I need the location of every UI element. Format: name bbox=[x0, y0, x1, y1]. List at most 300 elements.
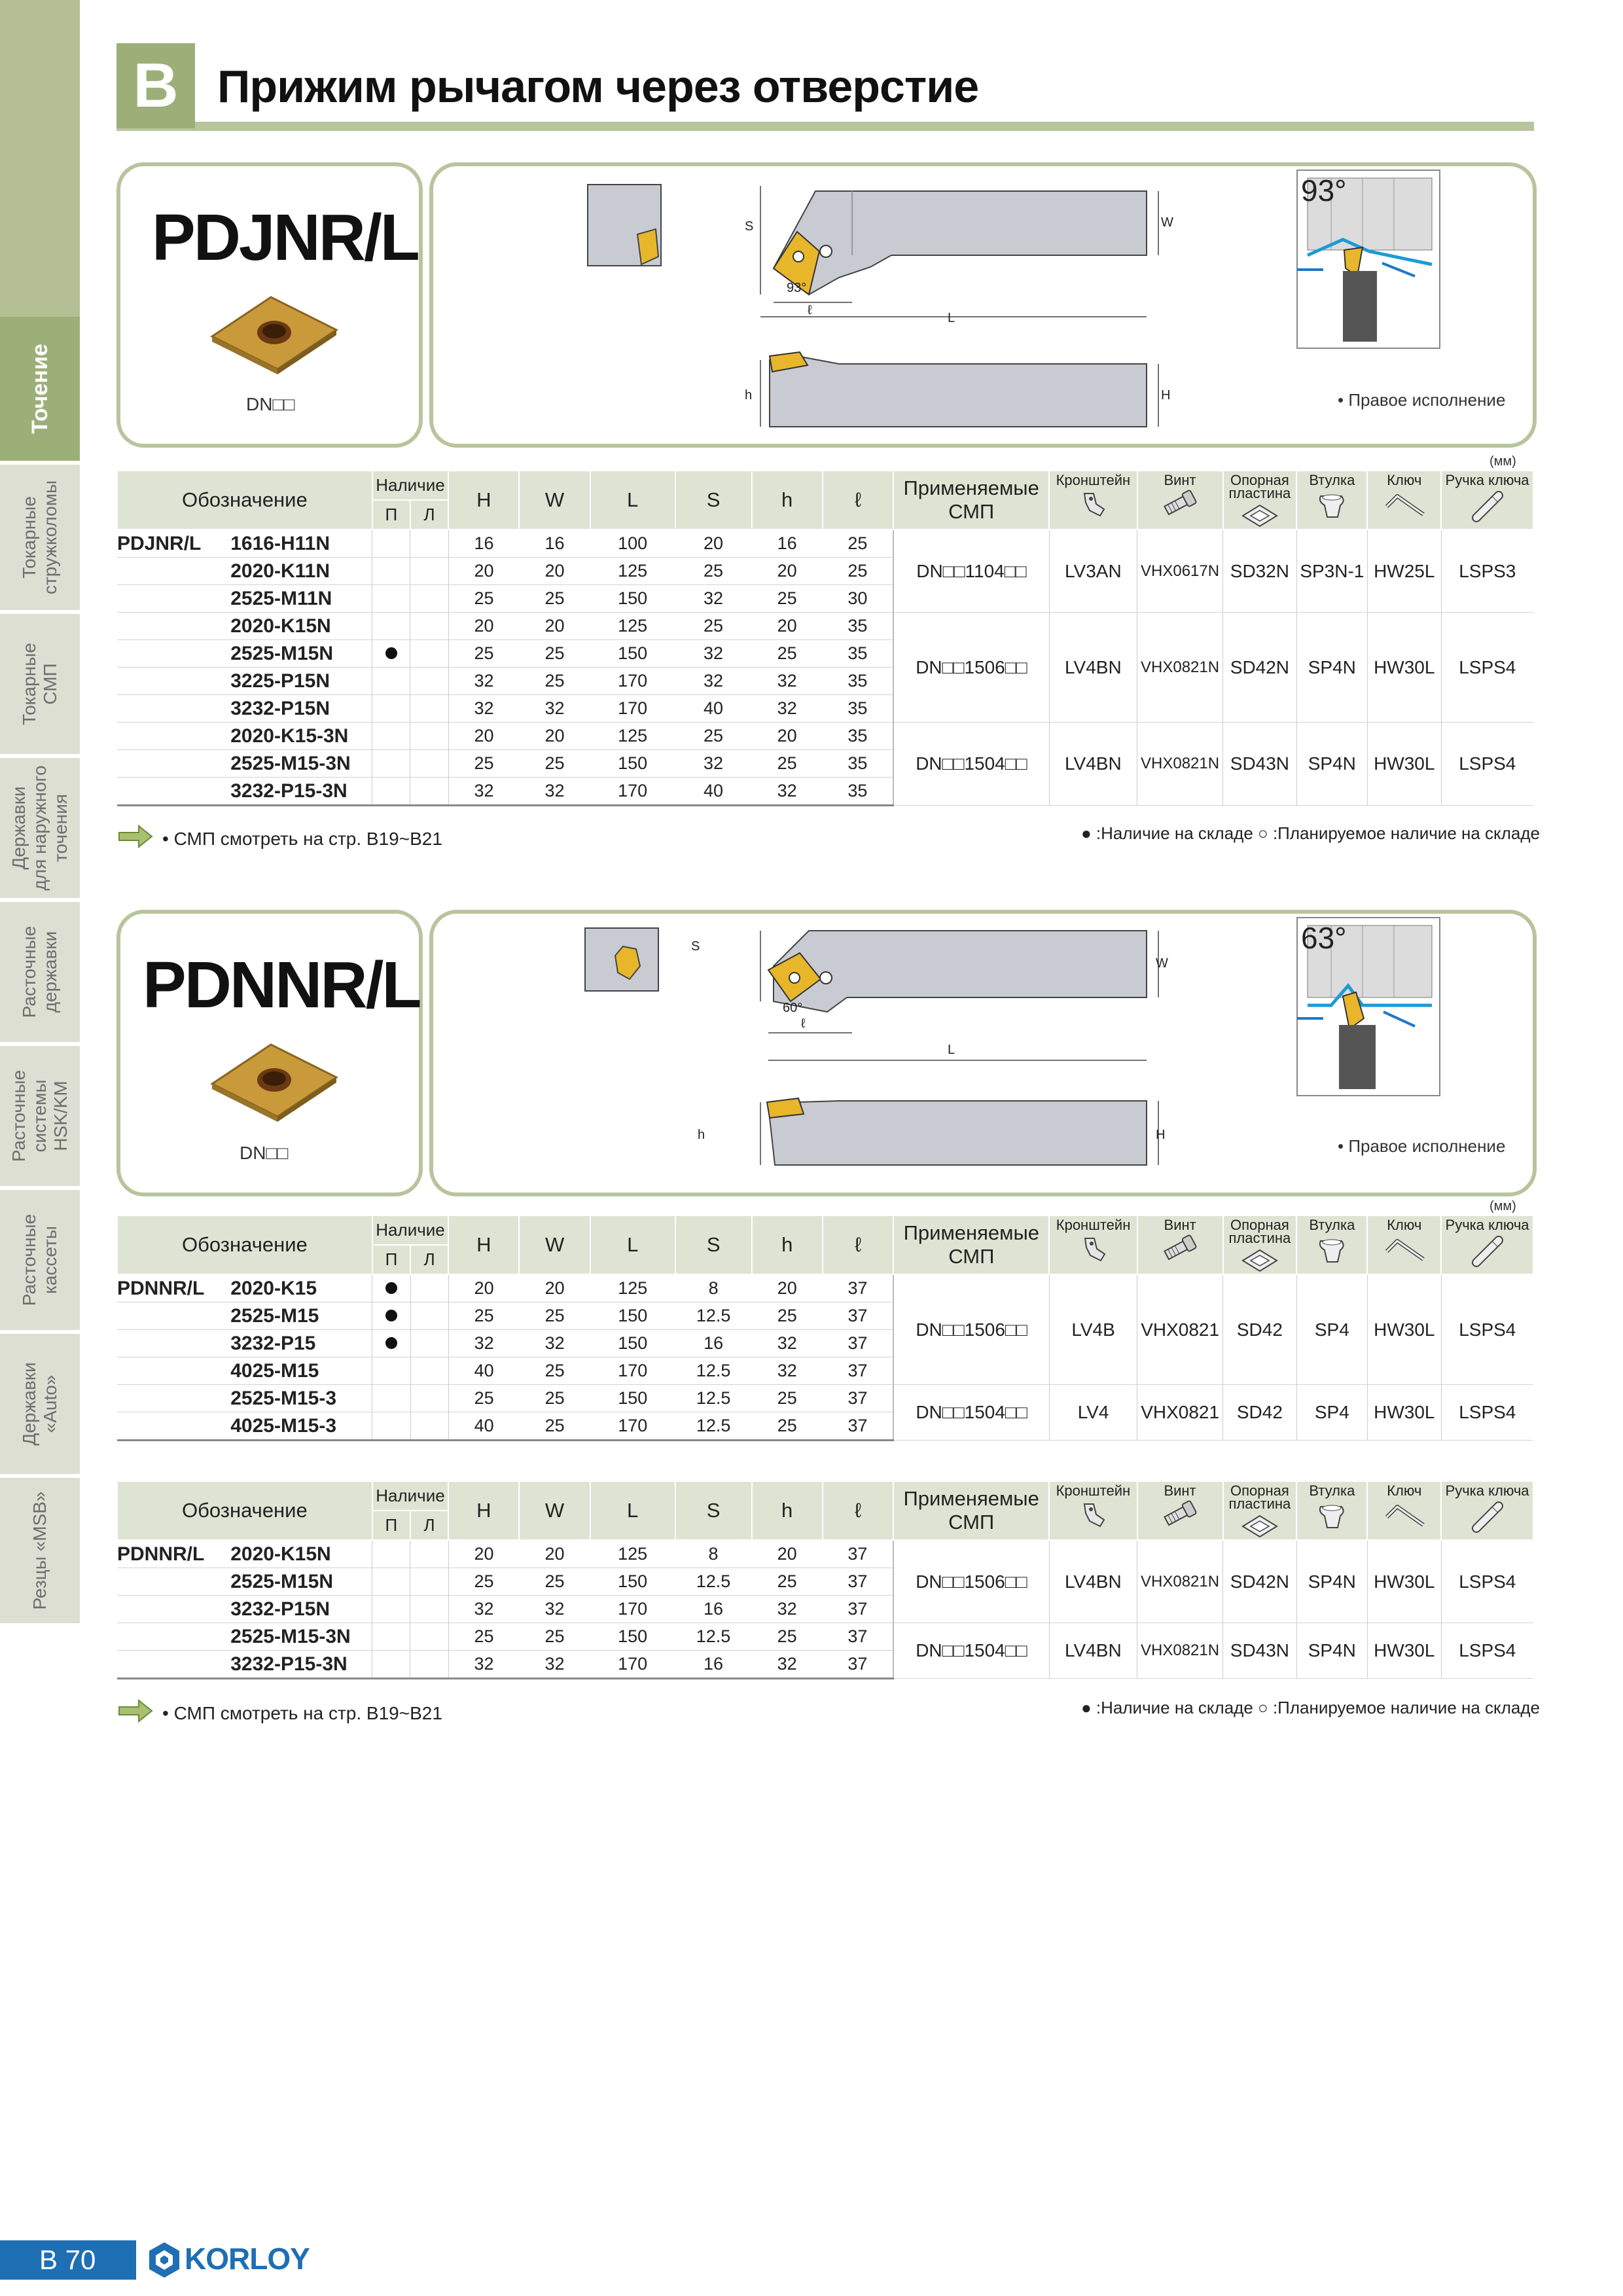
availability-right bbox=[372, 668, 410, 695]
screw-part: VHX0821N bbox=[1137, 1623, 1223, 1679]
side-tab-external-holders[interactable] bbox=[0, 758, 80, 902]
table-row bbox=[117, 1540, 1533, 1568]
table-row bbox=[117, 613, 1533, 640]
value-small-h: 20 bbox=[752, 613, 823, 640]
side-navigation bbox=[0, 0, 80, 1623]
value-s: 12.5 bbox=[675, 1302, 752, 1330]
designation-code: 2525-M15-3 bbox=[230, 1385, 372, 1412]
sleeve-part: SP4N bbox=[1296, 1623, 1367, 1679]
col-header-sleeve-label: Втулка bbox=[1309, 472, 1355, 488]
availability-left bbox=[410, 1568, 448, 1596]
value-s: 8 bbox=[675, 1540, 752, 1568]
availability-left bbox=[410, 1540, 448, 1568]
col-header-designation: Обозначение bbox=[117, 471, 372, 529]
col-header-shim-label: Опорная пластина bbox=[1228, 1482, 1291, 1512]
dim-s-label: S bbox=[745, 219, 754, 234]
in-stock-dot bbox=[385, 1337, 397, 1349]
col-header-key-handle bbox=[1441, 471, 1533, 529]
col-header-ell: ℓ bbox=[823, 1481, 893, 1540]
col-header-h: H bbox=[448, 1215, 519, 1274]
in-stock-dot bbox=[385, 647, 397, 659]
col-header-shim-label: Опорная пластина bbox=[1228, 1217, 1291, 1246]
col-header-key-handle bbox=[1441, 1481, 1533, 1540]
col-header-h: h bbox=[752, 1481, 823, 1540]
row-prefix bbox=[117, 1596, 230, 1623]
col-header-key bbox=[1367, 471, 1441, 529]
key-part: HW30L bbox=[1367, 613, 1441, 723]
key-handle-part: LSPS4 bbox=[1441, 1540, 1533, 1623]
key-handle-part: LSPS3 bbox=[1441, 529, 1533, 613]
designation-code: 4025-M15-3 bbox=[230, 1412, 372, 1441]
availability-right bbox=[372, 750, 410, 778]
value-h: 20 bbox=[448, 1540, 519, 1568]
value-small-h: 16 bbox=[752, 529, 823, 558]
product-name: PDJNR/L bbox=[152, 201, 418, 274]
side-tab-turning[interactable] bbox=[0, 317, 80, 465]
clamp-part-icon bbox=[1050, 1500, 1136, 1530]
value-s: 12.5 bbox=[675, 1385, 752, 1412]
product-card-pdjnr bbox=[116, 162, 423, 448]
side-tab-label: Расточные кассеты bbox=[19, 1213, 60, 1306]
value-l: 150 bbox=[590, 1385, 675, 1412]
col-header-left-hand: Л bbox=[410, 500, 448, 529]
sleeve-part: SP4N bbox=[1296, 723, 1367, 806]
availability-right bbox=[372, 723, 410, 750]
col-header-designation: Обозначение bbox=[117, 1215, 372, 1274]
value-small-h: 32 bbox=[752, 668, 823, 695]
availability-left bbox=[410, 1385, 448, 1412]
col-header-w: W bbox=[519, 471, 590, 529]
availability-right bbox=[372, 1330, 410, 1357]
col-header-sleeve bbox=[1296, 1481, 1367, 1540]
screw-part-icon bbox=[1138, 1500, 1222, 1528]
row-prefix bbox=[117, 1568, 230, 1596]
value-l: 125 bbox=[590, 723, 675, 750]
dim-ell-label: ℓ bbox=[808, 303, 812, 317]
table-row bbox=[117, 723, 1533, 750]
value-w: 20 bbox=[519, 1274, 590, 1302]
approach-angle-label: 93° bbox=[1301, 173, 1347, 207]
value-s: 32 bbox=[675, 585, 752, 613]
col-header-h: h bbox=[752, 1215, 823, 1274]
clamp-part: LV4BN bbox=[1049, 1540, 1137, 1623]
value-small-h: 25 bbox=[752, 585, 823, 613]
availability-left bbox=[410, 1623, 448, 1651]
key-part: HW30L bbox=[1367, 1274, 1441, 1385]
availability-left bbox=[410, 1596, 448, 1623]
availability-left bbox=[410, 613, 448, 640]
product-drawing-pdnnr bbox=[429, 910, 1537, 1196]
col-header-l: L bbox=[590, 1215, 675, 1274]
value-s: 40 bbox=[675, 778, 752, 806]
screw-part: VHX0821N bbox=[1137, 723, 1223, 806]
value-s: 40 bbox=[675, 695, 752, 723]
table-row bbox=[117, 1623, 1533, 1651]
availability-left bbox=[410, 640, 448, 668]
approach-angle-label: 63° bbox=[1301, 921, 1347, 955]
col-header-availability: Наличие bbox=[372, 1215, 448, 1245]
value-l: 150 bbox=[590, 1623, 675, 1651]
sleeve-part: SP4N bbox=[1296, 613, 1367, 723]
col-header-screw bbox=[1137, 1481, 1223, 1540]
col-header-left-hand: Л bbox=[410, 1511, 448, 1540]
clamp-part: LV4B bbox=[1049, 1274, 1137, 1385]
applicable-insert: DN□□1506□□ bbox=[893, 613, 1049, 723]
clamp-part: LV4BN bbox=[1049, 723, 1137, 806]
value-s: 32 bbox=[675, 668, 752, 695]
brand-name: KORLOY bbox=[185, 2242, 310, 2276]
table-row bbox=[117, 1385, 1533, 1412]
hand-note: • Правое исполнение bbox=[1338, 390, 1506, 410]
row-prefix bbox=[117, 1623, 230, 1651]
designation-code: 1616-H11N bbox=[230, 529, 372, 558]
availability-right bbox=[372, 778, 410, 806]
col-header-sleeve bbox=[1296, 1215, 1367, 1274]
value-ell: 35 bbox=[823, 613, 893, 640]
designation-code: 2525-M11N bbox=[230, 585, 372, 613]
col-header-s: S bbox=[675, 1215, 752, 1274]
clamp-part-icon bbox=[1050, 1234, 1136, 1265]
sleeve-part: SP3N-1 bbox=[1296, 529, 1367, 613]
availability-right bbox=[372, 558, 410, 585]
availability-right bbox=[372, 640, 410, 668]
side-tab-boring-bars[interactable] bbox=[0, 902, 80, 1046]
designation-code: 2525-M15-3N bbox=[230, 750, 372, 778]
side-tab-label: Токарные СМП bbox=[19, 643, 60, 725]
applicable-insert: DN□□1504□□ bbox=[893, 1623, 1049, 1679]
screw-part: VHX0821 bbox=[1137, 1385, 1223, 1441]
row-prefix bbox=[117, 1302, 230, 1330]
side-tab-inserts[interactable] bbox=[0, 614, 80, 758]
value-small-h: 32 bbox=[752, 1651, 823, 1679]
row-prefix: PDNNR/L bbox=[117, 1540, 230, 1568]
value-s: 25 bbox=[675, 558, 752, 585]
applicable-insert: DN□□1506□□ bbox=[893, 1274, 1049, 1385]
value-l: 150 bbox=[590, 585, 675, 613]
col-header-clamp-label: Кронштейн bbox=[1056, 1217, 1131, 1233]
col-header-key-handle-label: Ручка ключа bbox=[1445, 1482, 1529, 1499]
value-w: 25 bbox=[519, 750, 590, 778]
col-header-sleeve-label: Втулка bbox=[1309, 1217, 1355, 1233]
screw-part: VHX0821 bbox=[1137, 1274, 1223, 1385]
unit-label: (мм) bbox=[1489, 454, 1516, 469]
insert-caption: DN□□ bbox=[246, 394, 295, 414]
value-s: 16 bbox=[675, 1651, 752, 1679]
col-header-key-label: Ключ bbox=[1387, 1217, 1422, 1233]
dim-w-label: W bbox=[1161, 215, 1173, 230]
value-ell: 35 bbox=[823, 695, 893, 723]
value-h: 25 bbox=[448, 640, 519, 668]
value-h: 25 bbox=[448, 585, 519, 613]
shim-part-icon bbox=[1224, 1513, 1296, 1539]
value-ell: 37 bbox=[823, 1596, 893, 1623]
value-w: 20 bbox=[519, 613, 590, 640]
availability-left bbox=[410, 1357, 448, 1385]
shim-part-icon bbox=[1224, 503, 1296, 529]
value-w: 25 bbox=[519, 668, 590, 695]
designation-code: 3232-P15N bbox=[230, 695, 372, 723]
row-prefix bbox=[117, 1385, 230, 1412]
shim-part: SD32N bbox=[1223, 529, 1297, 613]
value-h: 32 bbox=[448, 1596, 519, 1623]
col-header-availability: Наличие bbox=[372, 471, 448, 500]
row-prefix bbox=[117, 723, 230, 750]
side-tab-top bbox=[0, 0, 80, 321]
side-tab-label: Державки «Auto» bbox=[19, 1362, 60, 1446]
side-tab-label: Резцы «MSB» bbox=[29, 1491, 50, 1610]
value-h: 32 bbox=[448, 1330, 519, 1357]
side-tab-label: Точение bbox=[27, 344, 52, 434]
row-prefix bbox=[117, 1330, 230, 1357]
value-small-h: 25 bbox=[752, 1568, 823, 1596]
side-tab-msb-tools[interactable] bbox=[0, 1478, 80, 1627]
col-header-shim bbox=[1223, 471, 1297, 529]
availability-left bbox=[410, 585, 448, 613]
value-l: 170 bbox=[590, 1357, 675, 1385]
value-small-h: 25 bbox=[752, 1385, 823, 1412]
value-ell: 37 bbox=[823, 1357, 893, 1385]
row-prefix bbox=[117, 750, 230, 778]
row-prefix: PDJNR/L bbox=[117, 529, 230, 558]
product-card-pdnnr bbox=[116, 910, 423, 1196]
brand-logo-icon bbox=[147, 2241, 182, 2279]
value-small-h: 20 bbox=[752, 558, 823, 585]
value-w: 25 bbox=[519, 640, 590, 668]
row-prefix bbox=[117, 558, 230, 585]
value-ell: 37 bbox=[823, 1274, 893, 1302]
side-tab-boring-systems[interactable] bbox=[0, 1046, 80, 1190]
shim-part: SD43N bbox=[1223, 723, 1297, 806]
value-w: 20 bbox=[519, 1540, 590, 1568]
availability-right bbox=[372, 613, 410, 640]
value-w: 32 bbox=[519, 778, 590, 806]
value-s: 12.5 bbox=[675, 1412, 752, 1441]
value-l: 125 bbox=[590, 613, 675, 640]
value-l: 125 bbox=[590, 1274, 675, 1302]
value-small-h: 25 bbox=[752, 750, 823, 778]
value-l: 170 bbox=[590, 695, 675, 723]
dim-l-label: L bbox=[948, 1043, 955, 1057]
key-handle-part: LSPS4 bbox=[1441, 723, 1533, 806]
col-header-clamp bbox=[1049, 1215, 1137, 1274]
col-header-screw bbox=[1137, 471, 1223, 529]
col-header-l: L bbox=[590, 471, 675, 529]
designation-code: 3232-P15N bbox=[230, 1596, 372, 1623]
hand-note: • Правое исполнение bbox=[1338, 1136, 1506, 1156]
key-handle-part: LSPS4 bbox=[1441, 1385, 1533, 1441]
table-row bbox=[117, 1274, 1533, 1302]
clamp-part: LV3AN bbox=[1049, 529, 1137, 613]
value-ell: 37 bbox=[823, 1651, 893, 1679]
clamp-part-icon bbox=[1050, 490, 1136, 520]
availability-left bbox=[410, 1330, 448, 1357]
col-header-key-handle-label: Ручка ключа bbox=[1445, 472, 1529, 488]
designation-code: 2525-M15N bbox=[230, 640, 372, 668]
key-handle-part: LSPS4 bbox=[1441, 613, 1533, 723]
screw-part: VHX0821N bbox=[1137, 613, 1223, 723]
value-small-h: 32 bbox=[752, 1357, 823, 1385]
value-h: 20 bbox=[448, 558, 519, 585]
value-small-h: 20 bbox=[752, 1540, 823, 1568]
sleeve-part: SP4 bbox=[1296, 1274, 1367, 1385]
clamp-part: LV4 bbox=[1049, 1385, 1137, 1441]
designation-code: 2525-M15 bbox=[230, 1302, 372, 1330]
availability-right bbox=[372, 1385, 410, 1412]
value-l: 170 bbox=[590, 778, 675, 806]
col-header-designation: Обозначение bbox=[117, 1481, 372, 1540]
value-ell: 37 bbox=[823, 1568, 893, 1596]
value-ell: 35 bbox=[823, 778, 893, 806]
key-part: HW30L bbox=[1367, 1540, 1441, 1623]
key-part-icon bbox=[1368, 490, 1440, 518]
unit-label: (мм) bbox=[1489, 1199, 1516, 1213]
value-small-h: 32 bbox=[752, 1330, 823, 1357]
dim-l-label: L bbox=[948, 311, 955, 325]
value-s: 16 bbox=[675, 1596, 752, 1623]
dim-ell-label: ℓ bbox=[801, 1016, 806, 1031]
designation-code: 2020-K15N bbox=[230, 1540, 372, 1568]
col-header-h: H bbox=[448, 1481, 519, 1540]
value-w: 25 bbox=[519, 1412, 590, 1441]
key-handle-part-icon bbox=[1442, 1234, 1533, 1268]
value-ell: 37 bbox=[823, 1302, 893, 1330]
availability-right bbox=[372, 1568, 410, 1596]
value-l: 170 bbox=[590, 1412, 675, 1441]
screw-part-icon bbox=[1138, 1234, 1222, 1262]
applicable-insert: DN□□1504□□ bbox=[893, 723, 1049, 806]
availability-right bbox=[372, 529, 410, 558]
value-w: 25 bbox=[519, 1302, 590, 1330]
dim-h-label: h bbox=[745, 388, 753, 403]
col-header-ell: ℓ bbox=[823, 471, 893, 529]
clamp-part: LV4BN bbox=[1049, 1623, 1137, 1679]
side-tab-auto-holders[interactable] bbox=[0, 1334, 80, 1478]
value-ell: 35 bbox=[823, 668, 893, 695]
col-header-s: S bbox=[675, 1481, 752, 1540]
col-header-screw bbox=[1137, 1215, 1223, 1274]
col-header-h: h bbox=[752, 471, 823, 529]
value-ell: 25 bbox=[823, 529, 893, 558]
col-header-insert: Применяемые СМП bbox=[893, 1481, 1049, 1540]
col-header-right-hand: П bbox=[372, 500, 410, 529]
value-small-h: 32 bbox=[752, 778, 823, 806]
value-s: 32 bbox=[675, 750, 752, 778]
col-header-left-hand: Л bbox=[410, 1245, 448, 1274]
row-prefix bbox=[117, 1651, 230, 1679]
value-l: 150 bbox=[590, 1330, 675, 1357]
availability-right bbox=[372, 1412, 410, 1441]
availability-right bbox=[372, 1540, 410, 1568]
col-header-screw-label: Винт bbox=[1164, 1482, 1196, 1499]
availability-right bbox=[372, 585, 410, 613]
col-header-clamp-label: Кронштейн bbox=[1056, 472, 1131, 488]
header-rule bbox=[116, 122, 1534, 131]
table-row bbox=[117, 529, 1533, 558]
col-header-insert: Применяемые СМП bbox=[893, 1215, 1049, 1274]
value-h: 40 bbox=[448, 1357, 519, 1385]
availability-right bbox=[372, 1302, 410, 1330]
insert-caption: DN□□ bbox=[240, 1143, 289, 1163]
value-h: 25 bbox=[448, 750, 519, 778]
value-h: 40 bbox=[448, 1412, 519, 1441]
col-header-sleeve-label: Втулка bbox=[1309, 1482, 1355, 1499]
availability-right bbox=[372, 1274, 410, 1302]
availability-left bbox=[410, 529, 448, 558]
designation-code: 2020-K15N bbox=[230, 613, 372, 640]
value-ell: 37 bbox=[823, 1540, 893, 1568]
value-ell: 30 bbox=[823, 585, 893, 613]
shim-part: SD43N bbox=[1223, 1623, 1297, 1679]
dim-angle-label: 93° bbox=[787, 281, 807, 295]
col-header-s: S bbox=[675, 471, 752, 529]
designation-code: 4025-M15 bbox=[230, 1357, 372, 1385]
value-ell: 37 bbox=[823, 1623, 893, 1651]
value-small-h: 25 bbox=[752, 640, 823, 668]
shim-part: SD42N bbox=[1223, 1540, 1297, 1623]
stock-legend: ● :Наличие на складе ○ :Планируемое наличие на складе bbox=[1081, 823, 1540, 843]
shim-part: SD42 bbox=[1223, 1274, 1297, 1385]
stock-legend: ● :Наличие на складе ○ :Планируемое наличие на складе bbox=[1081, 1698, 1540, 1717]
key-part: HW30L bbox=[1367, 723, 1441, 806]
designation-code: 2525-M15-3N bbox=[230, 1623, 372, 1651]
col-header-sleeve bbox=[1296, 471, 1367, 529]
value-w: 25 bbox=[519, 585, 590, 613]
dim-hh-label: H bbox=[1161, 388, 1171, 403]
key-part: HW25L bbox=[1367, 529, 1441, 613]
value-small-h: 25 bbox=[752, 1623, 823, 1651]
designation-code: 3232-P15-3N bbox=[230, 778, 372, 806]
applicable-insert: DN□□1104□□ bbox=[893, 529, 1049, 613]
value-w: 32 bbox=[519, 1651, 590, 1679]
clamp-part: LV4BN bbox=[1049, 613, 1137, 723]
col-header-key bbox=[1367, 1215, 1441, 1274]
value-w: 32 bbox=[519, 1330, 590, 1357]
insert-icon bbox=[199, 291, 349, 376]
value-l: 170 bbox=[590, 1596, 675, 1623]
col-header-key-handle-label: Ручка ключа bbox=[1445, 1217, 1529, 1233]
side-tab-chipbreakers[interactable] bbox=[0, 465, 80, 614]
value-h: 25 bbox=[448, 1623, 519, 1651]
side-tab-boring-cartridges[interactable] bbox=[0, 1190, 80, 1334]
value-w: 25 bbox=[519, 1623, 590, 1651]
value-h: 32 bbox=[448, 695, 519, 723]
value-s: 16 bbox=[675, 1330, 752, 1357]
row-prefix bbox=[117, 668, 230, 695]
value-ell: 35 bbox=[823, 723, 893, 750]
designation-code: 2020-K11N bbox=[230, 558, 372, 585]
product-name: PDNNR/L bbox=[143, 948, 420, 1022]
designation-code: 2020-K15-3N bbox=[230, 723, 372, 750]
col-header-clamp-label: Кронштейн bbox=[1056, 1482, 1131, 1499]
value-w: 20 bbox=[519, 723, 590, 750]
value-w: 25 bbox=[519, 1357, 590, 1385]
col-header-availability: Наличие bbox=[372, 1481, 448, 1511]
value-l: 125 bbox=[590, 1540, 675, 1568]
sleeve-part-icon bbox=[1297, 490, 1366, 520]
availability-right bbox=[372, 1651, 410, 1679]
designation-code: 3225-P15N bbox=[230, 668, 372, 695]
value-s: 25 bbox=[675, 723, 752, 750]
col-header-shim bbox=[1223, 1215, 1297, 1274]
availability-left bbox=[410, 558, 448, 585]
dim-h-label: h bbox=[698, 1128, 705, 1142]
col-header-w: W bbox=[519, 1481, 590, 1540]
availability-left bbox=[410, 1274, 448, 1302]
availability-right bbox=[372, 1357, 410, 1385]
value-s: 25 bbox=[675, 613, 752, 640]
designation-code: 3232-P15 bbox=[230, 1330, 372, 1357]
col-header-shim bbox=[1223, 1481, 1297, 1540]
